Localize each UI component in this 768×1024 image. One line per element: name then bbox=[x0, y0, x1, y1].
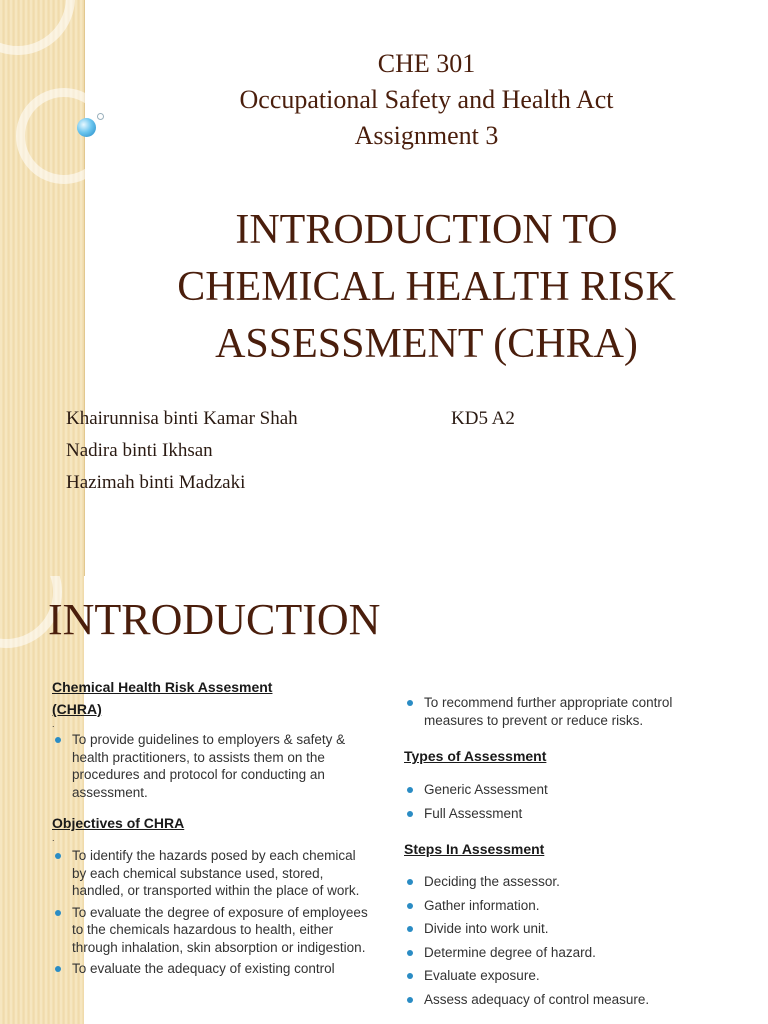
type-item: Full Assessment bbox=[404, 805, 724, 823]
stray-dot: . bbox=[52, 833, 55, 843]
course-title: Occupational Safety and Health Act bbox=[239, 85, 614, 114]
slide-title-line-1: INTRODUCTION TO bbox=[235, 207, 618, 253]
slide-title-line-2: CHEMICAL HEALTH RISK bbox=[177, 264, 676, 310]
step-item: Determine degree of hazard. bbox=[404, 944, 724, 962]
right-column bbox=[404, 694, 724, 1008]
author-3: Hazimah binti Madzaki bbox=[66, 472, 246, 493]
heading-objectives: Objectives of CHRA bbox=[52, 815, 185, 831]
stray-dot: . bbox=[52, 719, 55, 729]
step-item: Divide into work unit. bbox=[404, 920, 724, 938]
author-1: Khairunnisa binti Kamar Shah bbox=[66, 408, 298, 429]
assignment-label: Assignment 3 bbox=[354, 121, 499, 150]
introduction-slide bbox=[0, 576, 768, 1024]
step-item: Assess adequacy of control measure. bbox=[404, 991, 724, 1009]
step-item: Gather information. bbox=[404, 897, 724, 915]
objective-item: To evaluate the adequacy of existing control bbox=[52, 960, 370, 978]
bullet-guidelines: To provide guidelines to employers & safety & health practitioners, to assists them on the procedures and protocol for conducting an assessment. bbox=[52, 731, 370, 801]
bullet-recommend: To recommend further appropriate control measures to prevent or reduce risks. bbox=[404, 694, 724, 729]
course-code: CHE 301 bbox=[377, 49, 476, 78]
step-item: Evaluate exposure. bbox=[404, 967, 724, 985]
heading-steps: Steps In Assessment bbox=[404, 841, 545, 857]
slide-title-line-3: ASSESSMENT (CHRA) bbox=[215, 321, 638, 367]
heading-chra-abbrev: (CHRA) bbox=[52, 701, 102, 717]
heading-types: Types of Assessment bbox=[404, 748, 547, 764]
step-item: Deciding the assessor. bbox=[404, 873, 724, 891]
class-code: KD5 A2 bbox=[451, 408, 515, 429]
objective-item: To identify the hazards posed by each chemical by each chemical substance used, stored, handled, or transported within the place of work. bbox=[52, 847, 370, 900]
type-item: Generic Assessment bbox=[404, 781, 724, 799]
heading-chra: Chemical Health Risk Assesment bbox=[52, 679, 273, 695]
objective-item: To evaluate the degree of exposure of employees to the chemicals hazardous to health, either through inhalation, skin absorption or indigestion. bbox=[52, 904, 370, 957]
left-column bbox=[52, 676, 370, 978]
author-2: Nadira binti Ikhsan bbox=[66, 440, 213, 461]
slide-title: INTRODUCTION bbox=[48, 595, 381, 644]
